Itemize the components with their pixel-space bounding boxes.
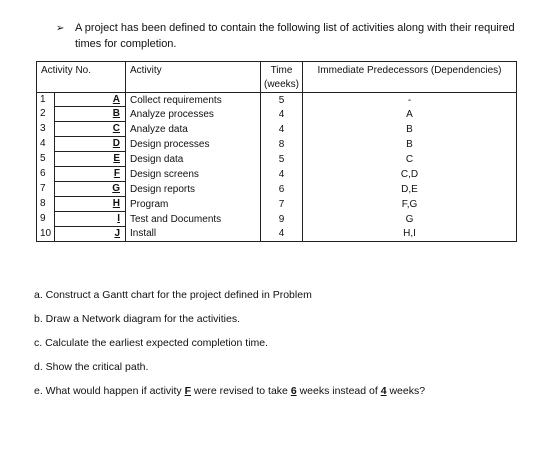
activity-number: 7 (40, 182, 46, 194)
question-e-activity: F (184, 385, 192, 397)
cell-predecessors: G (303, 212, 517, 227)
activity-number: 4 (40, 138, 46, 150)
cell-activity: Install (126, 227, 261, 242)
cell-predecessors: D,E (303, 182, 517, 197)
cell-predecessors: - (303, 93, 517, 108)
activity-letter: I (117, 212, 120, 224)
cell-activity-no (37, 182, 126, 197)
activity-letter-cell (54, 212, 125, 227)
activity-letter-cell (54, 167, 125, 182)
activity-letter: J (114, 227, 120, 239)
cell-time: 9 (261, 212, 303, 227)
question-e-old-weeks: 4 (380, 385, 387, 397)
question-e-text-1: e. What would happen if activity (34, 385, 185, 397)
table-row (37, 197, 517, 212)
cell-activity-no (37, 107, 126, 122)
table-row (37, 122, 517, 137)
cell-predecessors: B (303, 122, 517, 137)
activity-number: 10 (40, 227, 52, 239)
header-predecessors-label: Immediate Predecessors (Dependencies) (317, 65, 502, 76)
cell-activity-no (37, 122, 126, 137)
activity-letter-cell (54, 137, 125, 152)
cell-predecessors: H,I (303, 227, 517, 242)
activity-number: 6 (40, 167, 46, 179)
activity-letter: C (112, 123, 120, 135)
cell-activity-no (37, 152, 126, 167)
cell-time: 5 (261, 152, 303, 167)
cell-time: 4 (261, 227, 303, 242)
cell-activity-no (37, 212, 126, 227)
question-a: a. Construct a Gantt chart for the project defined in Problem (34, 289, 312, 301)
cell-predecessors: F,G (303, 197, 517, 212)
cell-activity: Analyze processes (126, 107, 261, 122)
table-header-row (37, 62, 517, 93)
table-row (37, 137, 517, 152)
activity-letter: G (112, 182, 120, 194)
cell-activity: Design screens (126, 167, 261, 182)
table-row (37, 152, 517, 167)
cell-time: 5 (261, 93, 303, 108)
activity-letter: B (112, 108, 120, 120)
activity-letter-cell (54, 93, 125, 107)
cell-activity: Design reports (126, 182, 261, 197)
question-e-new-weeks: 6 (290, 385, 297, 397)
activity-letter: F (113, 167, 120, 179)
activity-letter: D (112, 138, 120, 150)
cell-activity-no (37, 167, 126, 182)
question-e (34, 385, 425, 397)
activity-number: 9 (40, 212, 46, 224)
intro-paragraph (58, 20, 528, 52)
activity-letter-cell (54, 122, 125, 137)
header-activity: Activity (126, 62, 261, 93)
question-c: c. Calculate the earliest expected completion time. (34, 337, 269, 349)
header-time-label: Time (weeks) (263, 65, 299, 90)
cell-activity: Test and Documents (126, 212, 261, 227)
table-row (37, 93, 517, 108)
cell-activity: Design data (126, 152, 261, 167)
cell-time: 4 (261, 122, 303, 137)
activity-letter-cell (54, 182, 125, 197)
cell-activity: Analyze data (126, 122, 261, 137)
cell-time: 4 (261, 167, 303, 182)
question-d: d. Show the critical path. (34, 361, 149, 373)
activity-letter: E (113, 153, 120, 165)
question-e-text-3: weeks instead of (296, 385, 381, 397)
activity-letter: A (112, 94, 120, 105)
activity-letter: H (112, 197, 120, 209)
cell-time: 8 (261, 137, 303, 152)
activity-letter-cell (54, 227, 125, 241)
table-row (37, 212, 517, 227)
question-b: b. Draw a Network diagram for the activities. (34, 313, 240, 325)
activity-number: 2 (40, 108, 46, 120)
cell-predecessors: C (303, 152, 517, 167)
cell-activity-no (37, 137, 126, 152)
activity-number: 3 (40, 123, 46, 135)
cell-activity-no (37, 197, 126, 212)
activity-number: 8 (40, 197, 46, 209)
cell-activity: Collect requirements (126, 93, 261, 108)
header-predecessors (303, 62, 517, 93)
table-row (37, 107, 517, 122)
cell-predecessors: B (303, 137, 517, 152)
cell-time: 4 (261, 107, 303, 122)
activity-number: 5 (40, 153, 46, 165)
question-e-text-2: were revised to take (191, 385, 291, 397)
question-e-text-4: weeks? (386, 385, 426, 397)
table-row (37, 227, 517, 242)
intro-text: A project has been defined to contain the following list of activities along with their required times for completion. (75, 22, 515, 50)
cell-activity: Design processes (126, 137, 261, 152)
cell-activity: Program (126, 197, 261, 212)
arrow-bullet-icon: ➢ (56, 23, 65, 34)
cell-time: 6 (261, 182, 303, 197)
table-row (37, 182, 517, 197)
header-activity-no: Activity No. (37, 62, 126, 93)
cell-time: 7 (261, 197, 303, 212)
activity-letter-cell (54, 152, 125, 167)
activity-letter-cell (54, 107, 125, 122)
table-body (37, 93, 517, 242)
cell-activity-no (37, 227, 126, 242)
cell-activity-no (37, 93, 126, 108)
activities-table (36, 61, 517, 242)
activity-letter-cell (54, 197, 125, 212)
cell-predecessors: C,D (303, 167, 517, 182)
cell-predecessors: A (303, 107, 517, 122)
table-row (37, 167, 517, 182)
activity-number: 1 (40, 94, 46, 105)
header-time (261, 62, 303, 93)
